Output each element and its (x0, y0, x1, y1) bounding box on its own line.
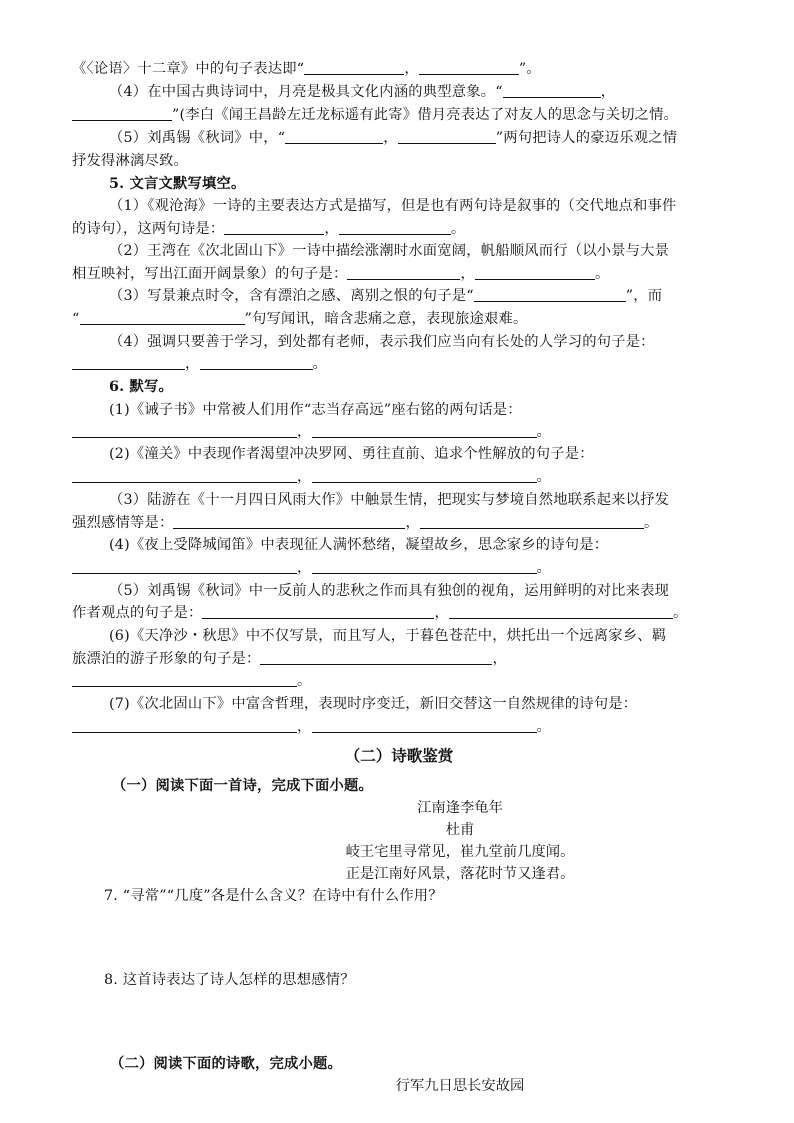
text: （5）刘禹锡《秋词》中，“ (109, 130, 286, 146)
text: ， (600, 84, 616, 100)
s6-q1b (72, 422, 726, 442)
fill-blank[interactable] (285, 129, 383, 144)
poem-title: 江南逢李龟年 (417, 800, 503, 816)
fill-blank[interactable] (72, 718, 297, 733)
s5-q4a (72, 332, 726, 352)
text: ， (297, 424, 312, 440)
fill-blank[interactable] (72, 423, 297, 438)
text: ， (405, 515, 420, 531)
s6-q5b (72, 603, 726, 623)
fill-blank[interactable] (420, 514, 644, 529)
text: (7)《次北固山下》中富含哲理，表现时序变迁，新旧交替这一自然规律的诗句是： (109, 696, 638, 712)
s6-q6a (72, 626, 726, 646)
fill-blank[interactable] (200, 355, 313, 370)
part1-heading: （一）阅读下面一首诗，完成下面小题。 (112, 778, 373, 794)
text: （5）刘禹锡《秋词》中一反前人的悲秋之作而具有独创的视角，运用鲜明的对比来表现 (109, 583, 670, 599)
text: （3）陆游在《十一月四日风雨大作》中触景生情，把现实与梦境自然地联系起来以抒发 (109, 492, 670, 508)
poem-author: 杜甫 (445, 822, 475, 838)
text: 相互映衬，写出江面开阔景象）的句子是： (72, 266, 348, 282)
s6-q6b (72, 649, 726, 669)
question-5a (72, 128, 726, 148)
s6-q6c (72, 671, 726, 691)
fill-blank[interactable] (72, 106, 172, 121)
fill-blank[interactable] (312, 423, 537, 438)
poem-line-1: 岐王宅里寻常见，崔九堂前几度闻。 (345, 844, 575, 860)
fill-blank[interactable] (312, 559, 537, 574)
question-7: 7. “寻常”“几度”各是什么含义？在诗中有什么作用？ (104, 888, 443, 904)
text: 旅漂泊的游子形象的句子是： (72, 651, 261, 667)
text: ， (404, 61, 419, 77)
text: （2）王湾在《次北固山下》一诗中描绘涨潮时水面宽阔，帆船顺风而行（以小景与大景 (109, 243, 670, 259)
text: 作者观点的句子是： (72, 605, 203, 621)
question-4a (72, 82, 726, 102)
s6-q7b (72, 717, 726, 737)
text: 5. 文言文默写填空。 (109, 176, 246, 192)
s5-q4b (72, 354, 726, 374)
fill-blank[interactable] (347, 265, 460, 280)
text: 强烈感情等是： (72, 515, 174, 531)
s6-q7a (72, 694, 726, 714)
text: ， (383, 130, 398, 146)
s6-q3a (72, 490, 726, 510)
text: ， (297, 469, 312, 485)
fill-blank[interactable] (173, 514, 405, 529)
s6-q4a (72, 535, 726, 555)
text: ”，而 (625, 288, 663, 304)
s5-q2b (72, 264, 726, 284)
fill-blank[interactable] (80, 310, 245, 325)
fill-blank[interactable] (449, 604, 673, 619)
text: 的诗句），这两句诗是： (72, 221, 225, 237)
fill-blank[interactable] (72, 559, 297, 574)
s5-q1b (72, 219, 726, 239)
text: 6. 默写。 (109, 379, 173, 395)
part2-heading: （二）阅读下面的诗歌，完成小题。 (110, 1056, 342, 1072)
poem2-title: 行军九日思长安故园 (395, 1078, 525, 1094)
text: ， (492, 651, 507, 667)
fill-blank[interactable] (503, 83, 601, 98)
text: （4）在中国古典诗词中，月亮是极具文化内涵的典型意象。“ (109, 84, 503, 100)
section-title-poetry: （二）诗歌鉴赏 (344, 746, 454, 765)
text: ， (185, 356, 200, 372)
text: ， (297, 719, 312, 735)
question-4b (72, 105, 726, 125)
s6-q4b (72, 558, 726, 578)
text: 。 (312, 356, 327, 372)
poem-line-2: 正是江南好风景，落花时节又逢君。 (345, 866, 575, 882)
text: ， (434, 605, 449, 621)
fill-blank[interactable] (304, 60, 404, 75)
text: （1）《观沧海》一诗的主要表达方式是描写，但是也有两句诗是叙事的（交代地点和事件 (109, 198, 677, 214)
text: 。 (297, 673, 312, 689)
text: （4）强调只要善于学习，到处都有老师，表示我们应当向有长处的人学习的句子是： (109, 334, 655, 350)
text: ”两句把诗人的豪迈乐观之情 (495, 130, 678, 146)
text: (2)《潼关》中表现作者渴望冲决罗网、勇往直前、追求个性解放的句子是： (109, 446, 594, 462)
text: 。 (536, 719, 551, 735)
text: “ (72, 311, 80, 327)
fill-blank[interactable] (202, 604, 434, 619)
text: 。 (536, 469, 551, 485)
fill-blank[interactable] (475, 265, 595, 280)
fill-blank[interactable] (312, 718, 537, 733)
text: ”句写闻讯，暗含悲痛之意，表现旅途艰难。 (244, 311, 528, 327)
s5-q1a (72, 196, 726, 216)
fill-blank[interactable] (419, 60, 519, 75)
text: 《〈论语〉十二章》中的句子表达即“ (72, 61, 305, 77)
section-6-heading (72, 377, 726, 397)
fill-blank[interactable] (72, 672, 297, 687)
fill-blank[interactable] (312, 468, 537, 483)
s6-q3b (72, 513, 726, 533)
fill-blank[interactable] (72, 468, 297, 483)
s6-q1a (72, 400, 726, 420)
fill-blank[interactable] (260, 650, 492, 665)
s5-q3b (72, 309, 726, 329)
s6-q5a (72, 581, 726, 601)
line-lunyu (72, 59, 726, 79)
text: ， (324, 221, 339, 237)
fill-blank[interactable] (224, 220, 324, 235)
question-5b (72, 151, 726, 171)
fill-blank[interactable] (72, 355, 185, 370)
s6-q2b (72, 467, 726, 487)
text: 。 (536, 424, 551, 440)
text: ， (297, 560, 312, 576)
text: (6)《天净沙・秋思》中不仅写景，而且写人，于暮色苍茫中，烘托出一个远离家乡、羁 (109, 628, 667, 644)
text: (1)《诫子书》中常被人们用作“志当存高远”座右铭的两句话是： (109, 402, 522, 418)
s5-q2a (72, 241, 726, 261)
fill-blank[interactable] (474, 287, 626, 302)
text: (4)《夜上受降城闻笛》中表现征人满怀愁绪，凝望故乡，思念家乡的诗句是： (109, 537, 609, 553)
s6-q2a (72, 444, 726, 464)
text: 抒发得淋漓尽致。 (72, 153, 188, 169)
s5-q3a (72, 286, 726, 306)
text: ”。 (518, 61, 541, 77)
text: 。 (643, 515, 659, 531)
section-5-heading (72, 174, 726, 194)
question-8: 8. 这首诗表达了诗人怎样的思想感情？ (104, 972, 355, 988)
text: ， (460, 266, 475, 282)
fill-blank[interactable] (339, 220, 451, 235)
text: 。 (536, 560, 551, 576)
text: （3）写景兼点时令，含有漂泊之感、离别之恨的句子是“ (109, 288, 474, 304)
text: ”(李白《闻王昌龄左迁龙标遥有此寄》借月亮表达了对友人的思念与关切之情。 (172, 107, 679, 123)
fill-blank[interactable] (398, 129, 496, 144)
text: 。 (672, 605, 688, 621)
text: 。 (594, 266, 610, 282)
text: 。 (450, 221, 466, 237)
